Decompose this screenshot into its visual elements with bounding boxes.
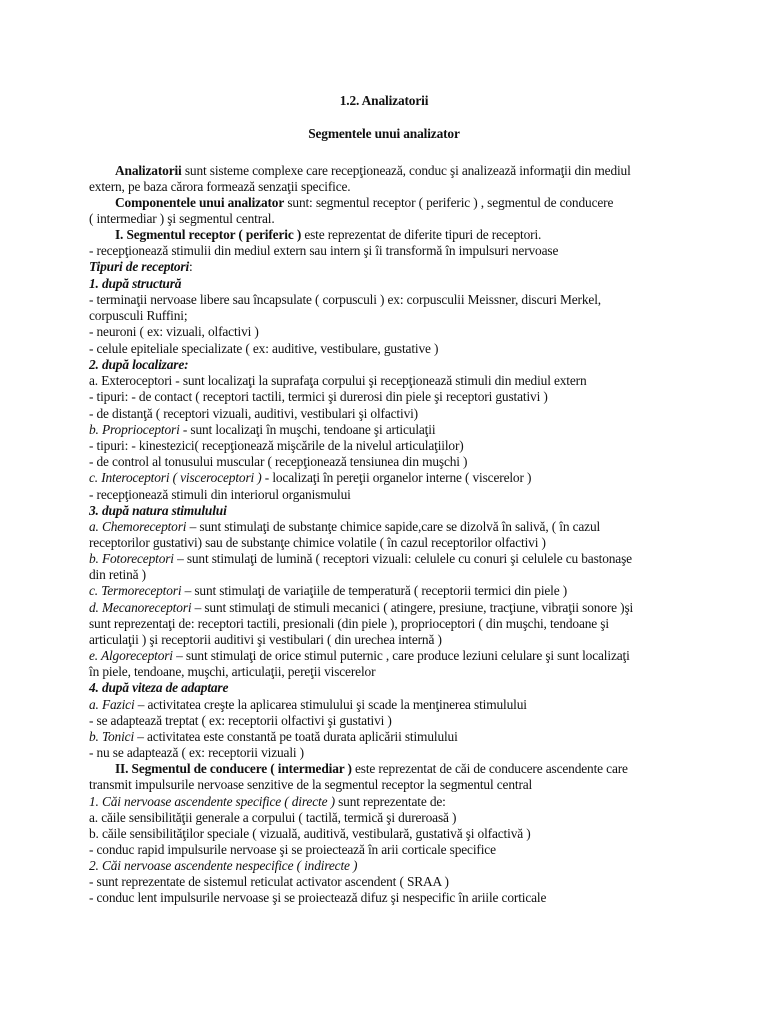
body-line: [115, 761, 628, 777]
line-text: - se adaptează treptat ( ex: receptorii olfactivi şi gustativi ): [89, 713, 392, 728]
line-text: b. Proprioceptori -: [89, 422, 188, 437]
body-line: [89, 357, 188, 373]
line-text: sunt localizaţi în muşchi, tendoane şi articulaţii: [187, 422, 436, 437]
body-line: [89, 697, 527, 713]
line-text: Tipuri de receptori: [89, 259, 190, 274]
body-line: [115, 163, 631, 179]
body-line: [89, 487, 351, 503]
body-line: [89, 470, 531, 486]
line-text: a. căile sensibilităţii generale a corpului ( tactilă, termică şi dureroasă ): [89, 810, 457, 825]
line-text: receptorilor gustativi) sau de substanţe chimice volatile ( în cazul receptorilor olfactivi ): [89, 535, 546, 550]
line-text: transmit impulsurile nervoase senzitive de la segmentul receptor la segmentul central: [89, 777, 533, 792]
line-text: din retină ): [89, 567, 146, 582]
line-text: - celule epiteliale specializate ( ex: auditive, vestibulare, gustative ): [89, 341, 439, 356]
body-line: [89, 713, 392, 729]
body-line: [89, 745, 304, 761]
body-line: [89, 324, 259, 340]
body-line: [89, 519, 600, 535]
body-line: [89, 454, 467, 470]
body-line: [89, 842, 496, 858]
line-text: corpusculi Ruffini;: [89, 308, 188, 323]
line-text: sunt reprezentaţi de: receptori tactili, presionali (din piele ), proprioceptori ( din muşchi, tendoane şi: [89, 616, 609, 631]
line-text: 2. după localizare:: [89, 357, 189, 372]
line-text: - tipuri: - kinestezici( recepţionează mişcările de la nivelul articulaţiilor): [89, 438, 464, 453]
line-text: II. Segmentul de conducere ( intermediar ): [115, 761, 352, 776]
body-line: [89, 341, 438, 357]
line-text: – activitatea creşte la aplicarea stimulului şi scade la menţinerea stimulului: [134, 697, 527, 712]
line-text: - sunt reprezentate de sistemul reticulat activator ascendent ( SRAA ): [89, 874, 449, 889]
line-text: 1. după structură: [89, 276, 182, 291]
body-line: [89, 389, 548, 405]
line-text: - nu se adaptează ( ex: receptorii vizuali ): [89, 745, 304, 760]
body-line: [89, 551, 632, 567]
body-line: [89, 438, 464, 454]
line-text: sunt: segmentul receptor ( periferic ) , segmentul de conducere: [284, 195, 614, 210]
line-text: Analizatorii: [115, 163, 182, 178]
section-title: Segmentele unui analizator: [308, 126, 460, 141]
body-line: [115, 195, 613, 211]
line-text: – activitatea este constantă pe toată durata aplicării stimulului: [134, 729, 458, 744]
body-line: [89, 308, 187, 324]
line-text: – sunt stimulaţi de variaţiile de temperatură ( receptorii termici din piele ): [181, 583, 568, 598]
body-line: [89, 664, 375, 680]
body-line: [89, 680, 228, 696]
body-line: [89, 810, 456, 826]
line-text: c. Interoceptori ( visceroceptori ): [89, 470, 262, 485]
body-line: [89, 874, 449, 890]
line-text: – sunt stimulaţi de lumină ( receptori vizuali: celulele cu conuri şi celulele cu bastonaşe: [173, 551, 632, 566]
body-line: [89, 567, 146, 583]
body-line: [89, 648, 630, 664]
line-text: - recepţionează stimuli din interiorul organismului: [89, 487, 351, 502]
line-text: – sunt stimulaţi de stimuli mecanici ( atingere, presiune, tracţiune, vibraţii sonore )şi: [191, 600, 634, 615]
line-text: articulaţii ) şi receptorii auditivi şi vestibulari ( din urechea internă ): [89, 632, 442, 647]
body-line: [89, 503, 227, 519]
line-text: sunt reprezentate de:: [334, 794, 446, 809]
body-line: [89, 243, 558, 259]
line-text: a. Chemoreceptori: [89, 519, 187, 534]
line-text: Componentele unui analizator: [115, 195, 285, 210]
line-text: e. Algoreceptori: [89, 648, 173, 663]
line-text: c. Termoreceptori: [89, 583, 182, 598]
line-text: 3. după natura stimulului: [89, 503, 227, 518]
body-line: [89, 179, 350, 195]
body-line: [89, 373, 587, 389]
body-line: [89, 292, 601, 308]
line-text: d. Mecanoreceptori: [89, 600, 192, 615]
body-line: [89, 729, 458, 745]
body-line: [89, 826, 531, 842]
body-line: [89, 406, 418, 422]
body-line: [89, 794, 446, 810]
body-line: [89, 583, 567, 599]
body-line: [89, 422, 435, 438]
line-text: :: [189, 259, 193, 274]
line-text: este reprezentat de căi de conducere ascendente care: [351, 761, 628, 776]
body-line: [89, 890, 546, 906]
chapter-title: 1.2. Analizatorii: [339, 93, 429, 108]
line-text: 4. după viteza de adaptare: [89, 680, 229, 695]
line-text: este reprezentat de diferite tipuri de receptori.: [301, 227, 542, 242]
body-line: [89, 211, 275, 227]
line-text: - neuroni ( ex: vizuali, olfactivi ): [89, 324, 259, 339]
line-text: b. Tonici: [89, 729, 135, 744]
line-text: extern, pe baza cărora formează senzaţii specifice.: [89, 179, 351, 194]
line-text: – sunt stimulaţi de substanţe chimice sapide,care se dizolvă în salivă, ( în cazul: [186, 519, 601, 534]
body-line: [89, 616, 609, 632]
line-text: 1. Căi nervoase ascendente specifice ( directe ): [89, 794, 335, 809]
body-line: [89, 858, 357, 874]
line-text: - tipuri: - de contact ( receptori tactili, termici şi durerosi din piele şi receptori gustativi ): [89, 389, 548, 404]
line-text: a. Fazici: [89, 697, 135, 712]
body-line: [89, 276, 181, 292]
line-text: - de distanţă ( receptori vizuali, auditivi, vestibulari şi olfactivi): [89, 406, 418, 421]
line-text: - de control al tonusului muscular ( recepţionează tensiunea din muşchi ): [89, 454, 468, 469]
line-text: - conduc lent impulsurile nervoase şi se proiectează difuz şi nespecific în ariile corticale: [89, 890, 547, 905]
line-text: I. Segmentul receptor ( periferic ): [115, 227, 302, 242]
line-text: b. Fotoreceptori: [89, 551, 174, 566]
line-text: - conduc rapid impulsurile nervoase şi se proiectează în arii corticale specifice: [89, 842, 496, 857]
line-text: - localizaţi în pereţii organelor interne ( viscerelor ): [261, 470, 532, 485]
line-text: – sunt stimulaţi de orice stimul puternic , care produce leziuni celulare şi sunt localizaţi: [172, 648, 630, 663]
line-text: b. căile sensibilităţilor speciale ( vizuală, auditivă, vestibulară, gustativă şi olfactivă ): [89, 826, 531, 841]
body-line: [89, 259, 193, 275]
line-text: a. Exteroceptori - sunt localizaţi la suprafaţa corpului şi recepţionează stimuli din mediul extern: [89, 373, 587, 388]
line-text: în piele, tendoane, muşchi, articulaţii, pereţii viscerelor: [89, 664, 376, 679]
line-text: 2. Căi nervoase ascendente nespecifice ( indirecte ): [89, 858, 358, 873]
body-line: [89, 777, 532, 793]
body-line: [89, 600, 633, 616]
body-line: [89, 535, 546, 551]
body-line: [89, 632, 442, 648]
line-text: ( intermediar ) şi segmentul central.: [89, 211, 275, 226]
line-text: sunt sisteme complexe care recepţionează, conduc şi analizează informaţii din mediul: [181, 163, 631, 178]
line-text: - recepţionează stimulii din mediul extern sau intern şi îi transformă în impulsuri nervoase: [89, 243, 559, 258]
body-line: [115, 227, 541, 243]
line-text: - terminaţii nervoase libere sau încapsulate ( corpusculi ) ex: corpusculii Meissner, discuri Merkel,: [89, 292, 601, 307]
